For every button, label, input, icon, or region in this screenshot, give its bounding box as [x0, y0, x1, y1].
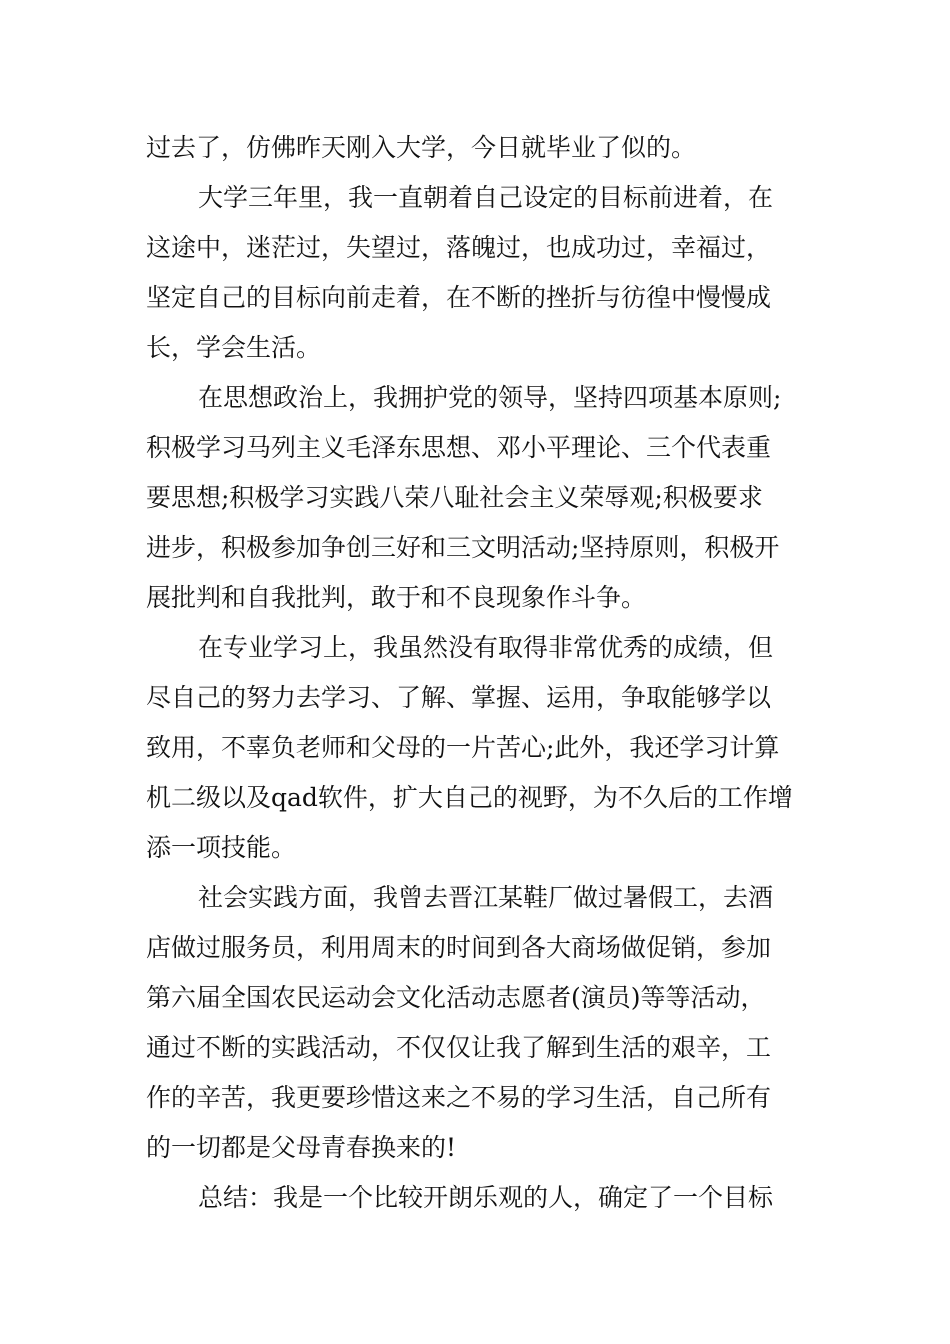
text-line: 这途中，迷茫过，失望过，落魄过，也成功过，幸福过， [146, 233, 772, 262]
document-body [146, 123, 811, 1223]
text-line: 展批判和自我批判，敢于和不良现象作斗争。 [146, 583, 647, 612]
text-line: 第六届全国农民运动会文化活动志愿者(演员)等等活动， [146, 983, 766, 1012]
text-line: 添一项技能。 [146, 833, 297, 862]
paragraph-start-line: 社会实践方面，我曾去晋江某鞋厂做过暑假工，去酒 [198, 883, 774, 912]
text-line: 要思想;积极学习实践八荣八耻社会主义荣辱观;积极要求 [146, 483, 763, 512]
text-line: 的一切都是父母青春换来的! [146, 1133, 457, 1162]
text-line: 通过不断的实践活动，不仅仅让我了解到生活的艰辛，工 [146, 1033, 772, 1062]
text-line: 长，学会生活。 [146, 333, 322, 362]
text-line: 积极学习马列主义毛泽东思想、邓小平理论、三个代表重 [146, 433, 772, 462]
paragraph-start-line: 在专业学习上，我虽然没有取得非常优秀的成绩，但 [198, 633, 774, 662]
paragraph-start-line: 总结：我是一个比较开朗乐观的人，确定了一个目标 [198, 1183, 774, 1212]
paragraph-start-line: 在思想政治上，我拥护党的领导，坚持四项基本原则; [198, 383, 782, 412]
text-line: 致用，不辜负老师和父母的一片苦心;此外，我还学习计算 [146, 733, 780, 762]
text-line: 坚定自己的目标向前走着，在不断的挫折与彷徨中慢慢成 [146, 283, 772, 312]
text-line: 作的辛苦，我更要珍惜这来之不易的学习生活，自己所有 [146, 1083, 772, 1112]
text-line: 过去了，仿佛昨天刚入大学，今日就毕业了似的。 [146, 133, 697, 162]
text-line: 进步，积极参加争创三好和三文明活动;坚持原则，积极开 [146, 533, 780, 562]
text-line: 机二级以及qad软件，扩大自己的视野，为不久后的工作增 [146, 783, 793, 812]
text-line: 尽自己的努力去学习、了解、掌握、运用，争取能够学以 [146, 683, 772, 712]
paragraph-start-line: 大学三年里，我一直朝着自己设定的目标前进着，在 [198, 183, 774, 212]
text-line: 店做过服务员，利用周末的时间到各大商场做促销，参加 [146, 933, 772, 962]
